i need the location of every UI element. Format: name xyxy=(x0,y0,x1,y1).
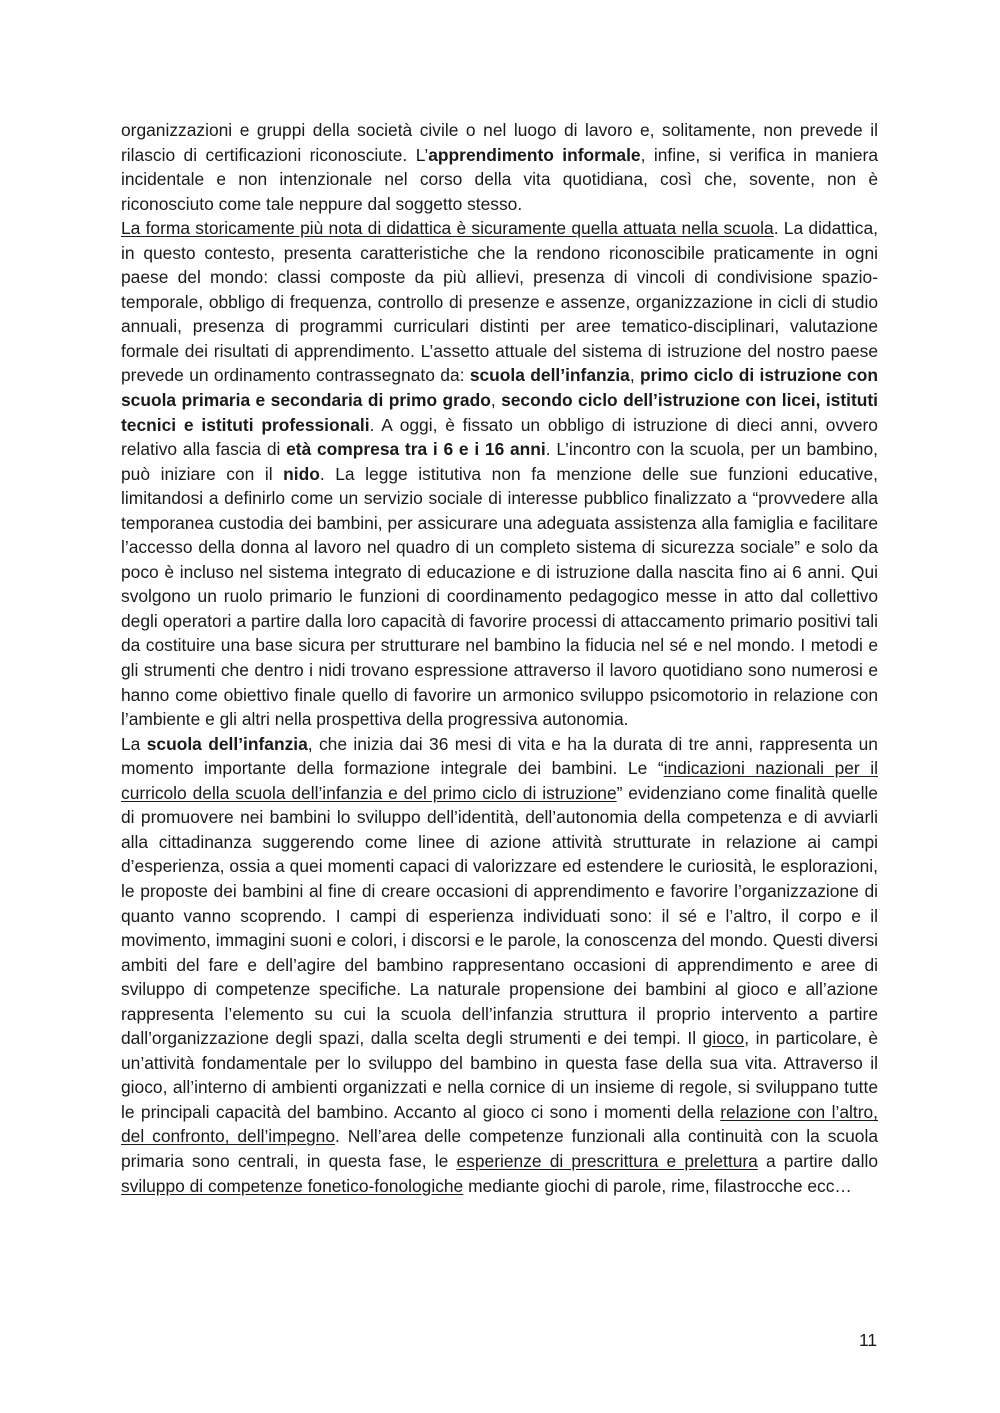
underlined-phrase: relazione con l’altro, del confronto, dell’impegno xyxy=(121,1101,879,1147)
document-body xyxy=(121,118,878,1198)
bold-term: età compresa tra i 6 e i 16 anni xyxy=(286,439,546,460)
paragraph-apprendimento-informale xyxy=(121,118,878,216)
bold-term: apprendimento informale xyxy=(428,144,641,165)
text-run: . A oggi, è fissato un obbligo di istruzione di dieci anni, ovvero relativo alla fascia di xyxy=(121,414,878,460)
bold-term: secondo ciclo dell’istruzione con licei, istituti tecnici e istituti professionali xyxy=(121,390,879,435)
text-run: , in particolare, è un’attività fondamentale per lo sviluppo del bambino in questa fase della sua vita. Attraverso il gioco, all’interno di ambienti organizzati e nella cornice di un insieme di regole, si sviluppano tutte le principali capacità del bambino. Accanto al gioco ci sono i momenti della xyxy=(121,1028,878,1122)
text-run: , xyxy=(629,365,641,386)
underlined-phrase: gioco xyxy=(702,1028,745,1049)
underlined-phrase: La forma storicamente più nota di didattica è sicuramente quella attuata nella scuola xyxy=(121,218,774,239)
paragraph-didattica-scuola xyxy=(121,216,878,731)
bold-term: primo ciclo di istruzione con scuola primaria e secondaria di primo grado xyxy=(121,365,878,411)
text-run: , xyxy=(490,390,502,411)
bold-term: nido xyxy=(283,463,320,484)
text-run: , infine, si verifica in maniera incidentale e non intenzionale nel corso della vita quotidiana, così che, sovente, non è riconosciuto come tale neppure dal soggetto stesso. xyxy=(121,144,878,214)
text-run: organizzazioni e gruppi della società civile o nel luogo di lavoro e, solitamente, non prevede il rilascio di certificazioni riconosciute. L’ xyxy=(121,120,878,165)
text-run: . La didattica, in questo contesto, presenta caratteristiche che la rendono riconoscibile praticamente in ogni paese del mondo: classi composte da più allievi, presenza di vincoli di condivisione spazio-temporale, obbligo di frequenza, controllo di presenze e assenze, organizzazione in cicli di studio annuali, presenza di programmi curriculari distinti per aree tematico-disciplinari, valutazione formale dei risultati di apprendimento. L’assetto attuale del sistema di istruzione del nostro paese prevede un ordinamento contrassegnato da: xyxy=(121,218,878,386)
bold-term: scuola dell’infanzia xyxy=(146,733,308,754)
underlined-phrase: sviluppo di competenze fonetico-fonologiche xyxy=(121,1175,464,1196)
text-run: ” evidenziano come finalità quelle di promuovere nei bambini lo sviluppo dell’identità, dell’autonomia della competenza e di avviarli alla cittadinanza suggerendo come linee di azione attività strutturate in relazione ai campi d’esperienza, ossia a quei momenti capaci di valorizzare ed estendere le curiosità, le esplorazioni, le proposte dei bambini al fine di creare occasioni di apprendimento e favorire l’organizzazione di quanto vanno scoprendo. I campi di esperienza individuati sono: il sé e l’altro, il corpo e il movimento, immagini suoni e colori, i discorsi e le parole, la conoscenza del mondo. Questi diversi ambiti del fare e dell’agire del bambino rappresentano occasioni di apprendimento e aree di sviluppo di competenze specifiche. La naturale propensione dei bambini al gioco e all’azione rappresenta l’elemento su cui la scuola dell’infanzia struttura il proprio intervento a partire dall’organizzazione degli spazi, dalla scelta degli strumenti e dei tempi. Il xyxy=(121,782,878,1049)
text-run: . Nell’area delle competenze funzionali alla continuità con la scuola primaria sono centrali, in questa fase, le xyxy=(121,1126,878,1171)
text-run: a partire dallo xyxy=(757,1150,878,1171)
underlined-phrase: indicazioni nazionali per il curricolo della scuola dell’infanzia e del primo ciclo di istruzione xyxy=(121,758,878,803)
text-run: . La legge istitutiva non fa menzione delle sue funzioni educative, limitandosi a definirlo come un servizio sociale di interesse pubblico finalizzato a “provvedere alla temporanea custodia dei bambini, per assicurare una adeguata assistenza alla famiglia e facilitare l’accesso della donna al lavoro nel quadro di un completo sistema di sicurezza sociale” e solo da poco è incluso nel sistema integrato di educazione e di istruzione dalla nascita fino ai 6 anni. Qui svolgono un ruolo primario le funzioni di coordinamento pedagogico messe in atto dal collettivo degli operatori a partire dalla loro capacità di favorire processi di attaccamento primario positivi tali da costituire una base sicura per strutturare nel bambino la fiducia nel sé e nel mondo. I metodi e gli strumenti che dentro i nidi trovano espressione attraverso il lavoro quotidiano sono numerosi e hanno come obiettivo finale quello di favorire un armonico sviluppo psicomotorio in relazione con l’ambiente e gli altri nella prospettiva della progressiva autonomia. xyxy=(121,463,879,730)
text-run: mediante giochi di parole, rime, filastrocche ecc… xyxy=(463,1175,852,1196)
page-number: 11 xyxy=(858,1330,877,1350)
underlined-phrase: esperienze di prescrittura e prelettura xyxy=(456,1150,758,1171)
text-run: La xyxy=(121,733,147,754)
text-run: . L’incontro con la scuola, per un bambino, può iniziare con il xyxy=(121,439,878,484)
paragraph-scuola-infanzia xyxy=(121,732,878,1198)
text-run: , che inizia dai 36 mesi di vita e ha la durata di tre anni, rappresenta un momento importante della formazione integrale dei bambini. Le “ xyxy=(121,733,878,779)
bold-term: scuola dell’infanzia xyxy=(469,365,630,386)
